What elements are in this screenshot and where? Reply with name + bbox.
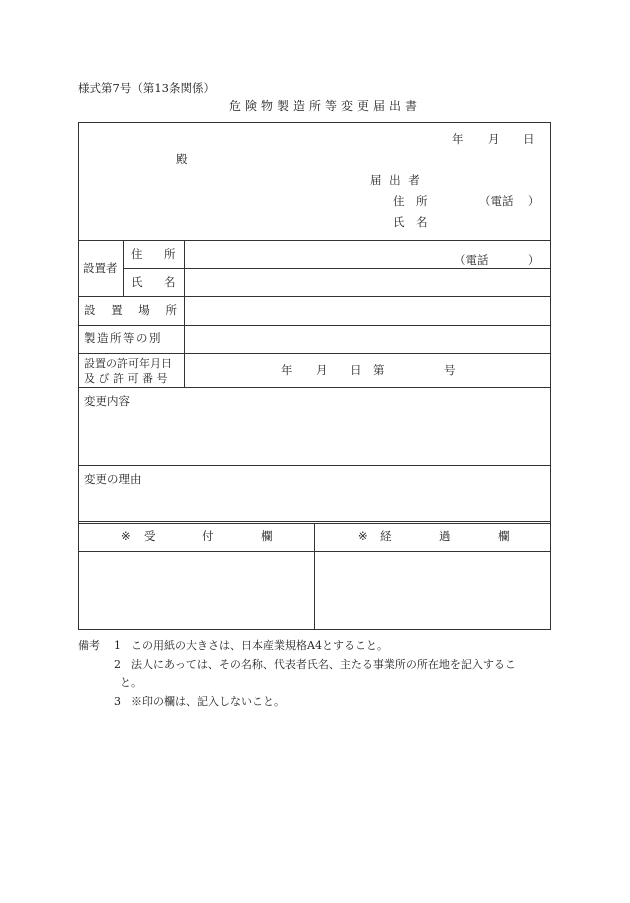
honorific: 殿 — [176, 152, 188, 166]
date-day: 日 — [523, 132, 535, 146]
note-number: 3 — [114, 695, 121, 708]
permit-month: 月 — [316, 363, 328, 377]
note-text: 法人にあっては、その名称、代表者氏名、主たる事業所の所在地を記入するこ — [131, 658, 516, 671]
permit-dai: 第 — [373, 363, 385, 377]
notifier-name-label: 氏 名 — [393, 215, 428, 229]
installer-address-label: 住 所 — [131, 247, 181, 261]
location-label: 設 置 場 所 — [84, 303, 183, 317]
progress-char-2: 過 — [439, 529, 451, 543]
form-label: 様式第7号（第13条関係） — [78, 81, 215, 95]
reception-char-2: 付 — [202, 529, 214, 543]
note-text-continued: と。 — [120, 676, 142, 689]
date-year: 年 — [452, 132, 464, 146]
progress-char-1: 経 — [380, 529, 392, 543]
notifier-address-label: 住 所 — [393, 194, 428, 208]
installer-phone-close: ） — [528, 253, 540, 267]
installer-name-label: 氏 名 — [131, 275, 181, 289]
page-title: 危険物製造所等変更届出書 — [229, 99, 422, 113]
change-contents-label: 変更内容 — [84, 394, 130, 408]
permit-gou: 号 — [444, 363, 456, 377]
note-number: 2 — [114, 658, 121, 671]
reception-mark: ※ — [121, 529, 131, 543]
installer-label: 設置者 — [83, 261, 118, 275]
note-text: この用紙の大きさは、日本産業規格A4とすること。 — [131, 639, 388, 652]
notifier-phone-close: ） — [528, 194, 540, 208]
reception-char-3: 欄 — [261, 529, 273, 543]
notes-heading: 備考 — [78, 639, 100, 652]
note-text: ※印の欄は、記入しないこと。 — [131, 695, 285, 708]
permit-year: 年 — [281, 363, 293, 377]
date-month: 月 — [488, 132, 500, 146]
notifier-label: 届 出 者 — [370, 173, 422, 187]
progress-char-3: 欄 — [498, 529, 510, 543]
note-number: 1 — [114, 639, 121, 652]
reception-char-1: 受 — [144, 529, 156, 543]
notifier-phone-open: （電話 — [479, 194, 514, 208]
installer-phone-open: （電話 — [454, 253, 489, 267]
category-label: 製造所等の別 — [84, 331, 162, 345]
progress-mark: ※ — [358, 529, 368, 543]
permit-day: 日 — [350, 363, 362, 377]
change-reason-label: 変更の理由 — [84, 472, 142, 486]
permit-label-line2: 及 び 許 可 番 号 — [84, 372, 168, 385]
permit-label-line1: 設置の許可年月日 — [84, 357, 172, 370]
